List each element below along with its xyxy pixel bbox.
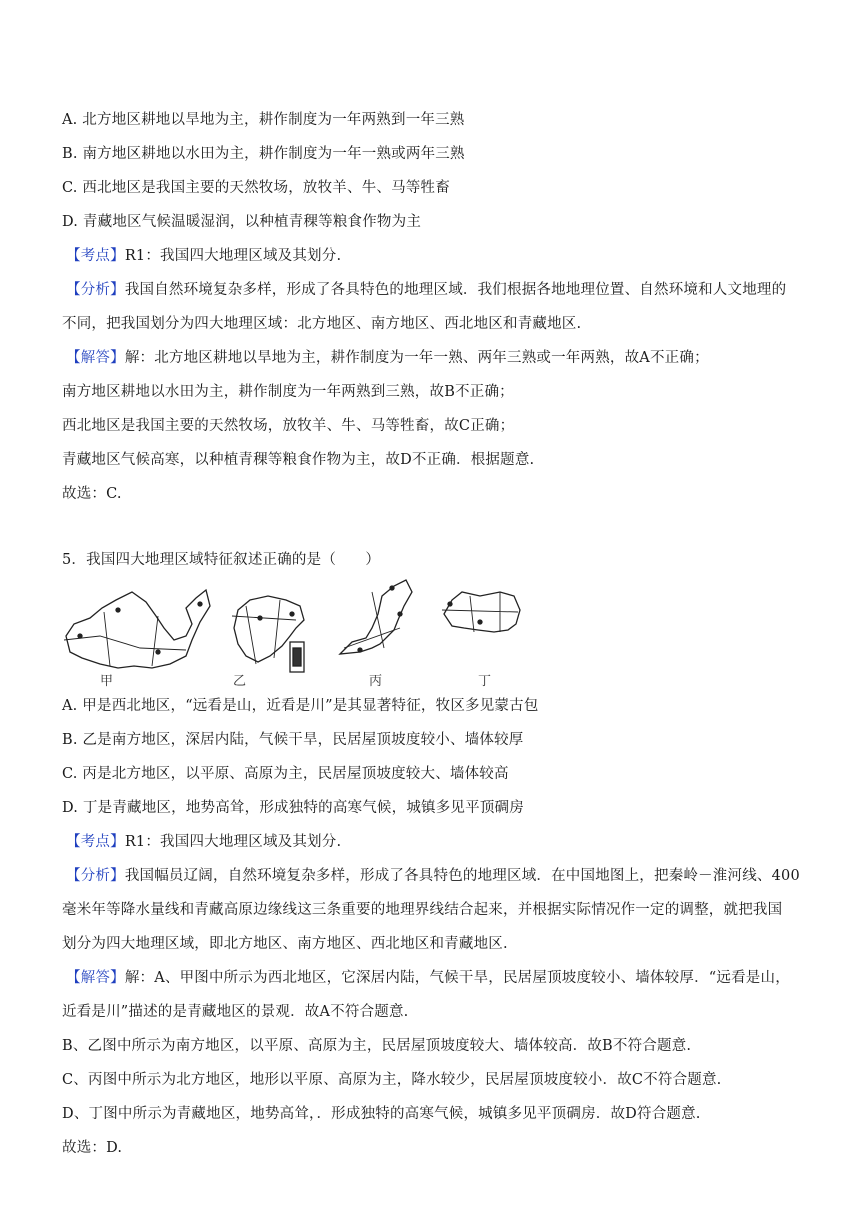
region-maps-svg	[60, 566, 530, 690]
q5-jieda-text-1: 解：A、甲图中所示为西北地区，它深居内陆，气候干旱，民居屋顶坡度较小、墙体较厚．“远看是山，	[124, 970, 790, 986]
q4-jieda-tag: 【解答】	[66, 350, 125, 366]
q5-jieda-line-2: 近看是川”描述的是青藏地区的景观．故A不符合题意.	[62, 1004, 409, 1020]
q4-kaodian	[66, 246, 341, 266]
q4-fenxi-line-1	[66, 280, 786, 300]
q5-fenxi-tag: 【分析】	[66, 868, 125, 884]
q5-answer: 故选：D.	[62, 1140, 123, 1156]
region-maps-figure	[60, 566, 530, 690]
q4-jieda-line-4: 青藏地区气候高寒，以种植青稞等粮食作物为主，故D不正确．根据题意.	[62, 452, 535, 468]
q4-jieda-text-1: 解：北方地区耕地以旱地为主，耕作制度为一年一熟、两年三熟或一年两熟，故A不正确；	[124, 350, 709, 366]
map-bing-lines	[344, 592, 400, 648]
q4-jieda-line-2: 南方地区耕地以水田为主，耕作制度为一年两熟到三熟，故B不正确；	[62, 384, 514, 400]
q4-kaodian-tag: 【考点】	[66, 248, 125, 264]
q5-jieda-line-1	[66, 968, 790, 988]
q4-answer: 故选：C.	[62, 486, 122, 502]
q5-jieda-line-4: C、丙图中所示为北方地区，地形以平原、高原为主，降水较少，民居屋顶坡度较小．故C不符合题意.	[62, 1072, 722, 1088]
q4-fenxi-text-1: 我国自然环境复杂多样，形成了各具特色的地理区域．我们根据各地地理位置、自然环境和人文地理的	[124, 282, 787, 298]
q5-kaodian-tag: 【考点】	[66, 834, 125, 850]
q4-fenxi-tag: 【分析】	[66, 282, 125, 298]
map-label-bing: 丙	[369, 674, 383, 689]
map-label-ding: 丁	[478, 674, 492, 689]
map-label-yi: 乙	[233, 674, 247, 689]
q4-option-d: D. 青藏地区气候温暖湿润，以种植青稞等粮食作物为主	[62, 214, 422, 230]
q5-stem: 5．我国四大地理区域特征叙述正确的是（ ）	[62, 552, 381, 568]
q5-kaodian	[66, 832, 341, 852]
q5-option-c: C. 丙是北方地区，以平原、高原为主，民居屋顶坡度较大、墙体较高	[62, 766, 509, 782]
q4-jieda-line-3: 西北地区是我国主要的天然牧场，放牧羊、牛、马等牲畜，故C正确；	[62, 418, 515, 434]
q5-option-a: A. 甲是西北地区，“远看是山，近看是川”是其显著特征，牧区多见蒙古包	[62, 698, 539, 714]
q5-fenxi-line-1	[66, 866, 800, 886]
q5-jieda-tag: 【解答】	[66, 970, 125, 986]
q4-jieda-line-1	[66, 348, 709, 368]
q4-fenxi-line-2: 不同，把我国划分为四大地理区域：北方地区、南方地区、西北地区和青藏地区.	[62, 316, 582, 332]
map-bing-outline	[340, 580, 412, 654]
q5-jieda-line-5: D、丁图中所示为青藏地区，地势高耸，．形成独特的高寒气候，城镇多见平顶碉房．故D符合题意.	[62, 1106, 701, 1122]
q5-fenxi-text-1: 我国幅员辽阔，自然环境复杂多样，形成了各具特色的地理区域．在中国地图上，把秦岭－淮河线、400	[124, 868, 800, 884]
map-label-jia: 甲	[100, 674, 114, 689]
q5-kaodian-text: R1：我国四大地理区域及其划分.	[124, 834, 342, 850]
q5-option-b: B. 乙是南方地区，深居内陆，气候干旱，民居屋顶坡度较小、墙体较厚	[62, 732, 524, 748]
q5-fenxi-line-2: 毫米年等降水量线和青藏高原边缘线这三条重要的地理界线结合起来，并根据实际情况作一定的调整，就把我国	[62, 902, 783, 918]
q5-fenxi-line-3: 划分为四大地理区域，即北方地区、南方地区、西北地区和青藏地区.	[62, 936, 508, 952]
map-jia-outline	[66, 590, 210, 668]
q5-jieda-line-3: B、乙图中所示为南方地区，以平原、高原为主，民居屋顶坡度较大、墙体较高．故B不符合题意.	[62, 1038, 692, 1054]
q4-option-a: A. 北方地区耕地以旱地为主，耕作制度为一年两熟到一年三熟	[62, 112, 465, 128]
q4-option-c: C. 西北地区是我国主要的天然牧场，放牧羊、牛、马等牲畜	[62, 180, 450, 196]
q4-option-b: B. 南方地区耕地以水田为主，耕作制度为一年一熟或两年三熟	[62, 146, 465, 162]
q5-option-d: D. 丁是青藏地区，地势高耸，形成独特的高寒气候，城镇多见平顶碉房	[62, 800, 524, 816]
q4-kaodian-text: R1：我国四大地理区域及其划分.	[124, 248, 342, 264]
map-yi-lines	[232, 600, 296, 664]
